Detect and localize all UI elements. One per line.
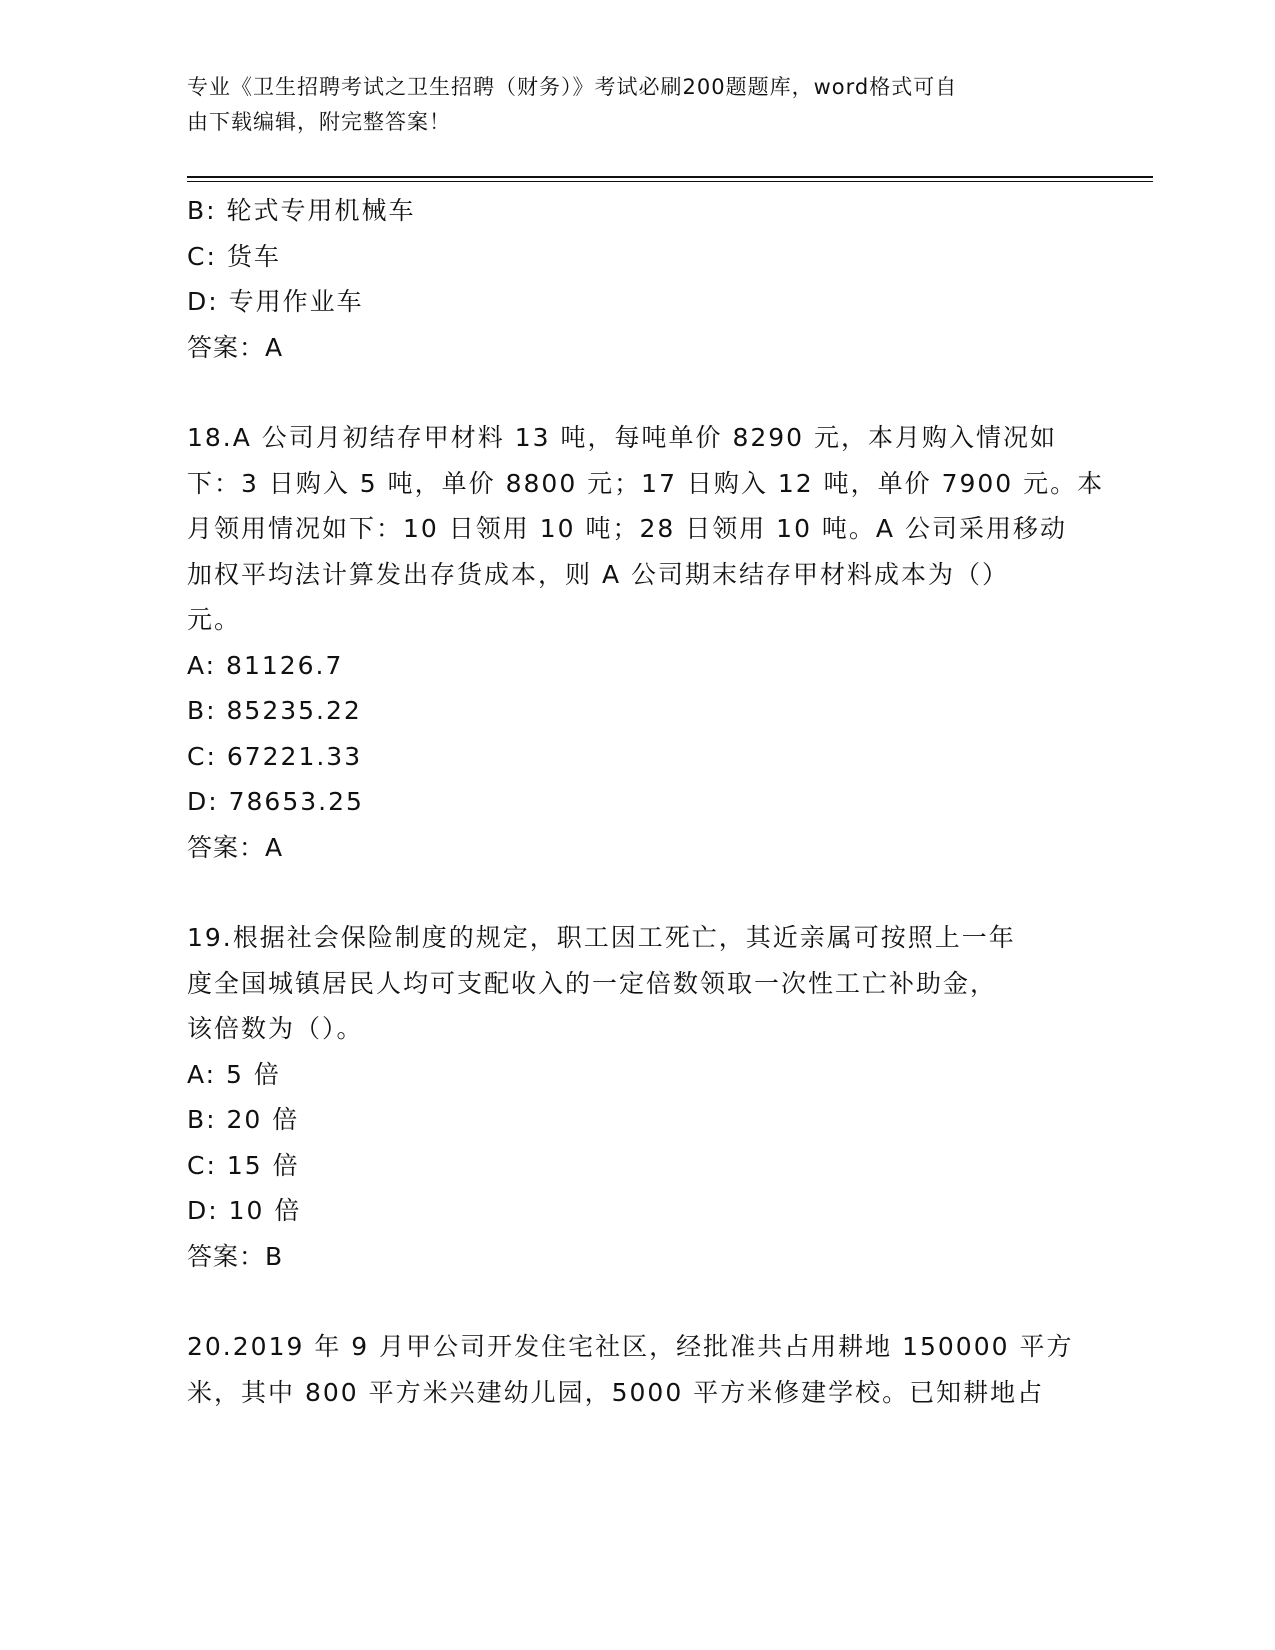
spacer bbox=[187, 870, 1067, 915]
header-line-1: 专业《卫生招聘考试之卫生招聘（财务）》考试必刷200题题库，word格式可自 bbox=[187, 75, 958, 99]
option-c: C: 67221.33 bbox=[187, 741, 363, 771]
question-text-line: 18.A 公司月初结存甲材料 13 吨，每吨单价 8290 元，本月购入情况如 bbox=[187, 423, 1058, 452]
question-18 bbox=[187, 415, 1105, 870]
question-text-line: 米，其中 800 平方米兴建幼儿园，5000 平方米修建学校。已知耕地占 bbox=[187, 1377, 1045, 1407]
question-text-line: 该倍数为（）。 bbox=[187, 1014, 364, 1043]
answer: 答案：A bbox=[187, 332, 284, 362]
option-d: D: 专用作业车 bbox=[187, 287, 364, 316]
question-17-tail bbox=[187, 188, 1067, 370]
question-20 bbox=[187, 1324, 1074, 1415]
header-divider bbox=[187, 176, 1153, 182]
question-text-line: 20.2019 年 9 月甲公司开发住宅社区，经批准共占用耕地 150000 平方 bbox=[187, 1332, 1074, 1361]
question-text-line: 19.根据社会保险制度的规定，职工因工死亡，其近亲属可按照上一年 bbox=[187, 923, 1016, 952]
question-text-line: 下：3 日购入 5 吨，单价 8800 元；17 日购入 12 吨，单价 7900 元。本 bbox=[187, 468, 1105, 498]
option-a: A: 81126.7 bbox=[187, 650, 344, 680]
option-d: D: 10 倍 bbox=[187, 1196, 302, 1225]
answer: 答案：A bbox=[187, 832, 284, 862]
option-b: B: 轮式专用机械车 bbox=[187, 196, 416, 225]
option-d: D: 78653.25 bbox=[187, 787, 364, 816]
question-text-line: 元。 bbox=[187, 605, 242, 634]
option-c: C: 15 倍 bbox=[187, 1150, 300, 1180]
spacer bbox=[187, 1279, 1067, 1324]
page-header bbox=[187, 70, 1067, 140]
answer: 答案：B bbox=[187, 1241, 284, 1271]
question-text-line: 度全国城镇居民人均可支配收入的一定倍数领取一次性工亡补助金， bbox=[187, 968, 998, 998]
document-body bbox=[187, 188, 1105, 1415]
option-b: B: 85235.22 bbox=[187, 696, 362, 725]
option-c: C: 货车 bbox=[187, 241, 281, 271]
header-line-2: 由下载编辑，附完整答案！ bbox=[187, 110, 451, 134]
spacer bbox=[187, 370, 1067, 415]
question-19 bbox=[187, 915, 1067, 1279]
option-b: B: 20 倍 bbox=[187, 1105, 300, 1134]
question-text-line: 加权平均法计算发出存货成本，则 A 公司期末结存甲材料成本为（） bbox=[187, 559, 1009, 589]
option-a: A: 5 倍 bbox=[187, 1059, 281, 1089]
question-text-line: 月领用情况如下：10 日领用 10 吨；28 日领用 10 吨。A 公司采用移动 bbox=[187, 514, 1067, 543]
